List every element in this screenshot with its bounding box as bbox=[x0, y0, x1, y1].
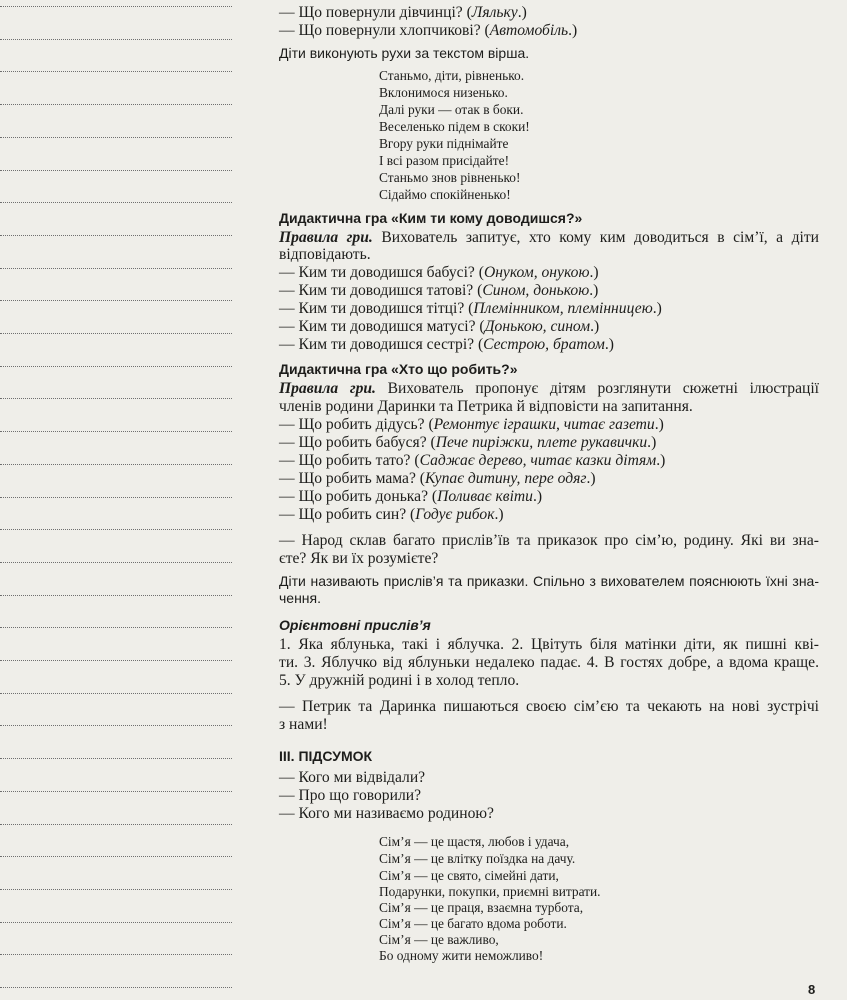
rules-text: Правила гри. Вихователь пропонує дітям розглянути сюжетні ілюстрації bbox=[279, 380, 820, 397]
rules-text: членів родини Даринки та Петрика й відповісти на запитання. bbox=[279, 398, 693, 415]
margin-writing-line bbox=[0, 366, 232, 367]
margin-writing-line bbox=[0, 300, 232, 301]
qa-line: — Ким ти доводишся татові? (Сином, донькою.) bbox=[279, 282, 599, 299]
margin-writing-line bbox=[0, 71, 232, 72]
poem-line: Веселенько підем в скоки! bbox=[379, 119, 530, 134]
proverbs-line: 5. У дружній родині і в холод тепло. bbox=[279, 672, 520, 689]
margin-writing-line bbox=[0, 497, 232, 498]
summary-question: — Про що говорили? bbox=[279, 787, 421, 804]
poem-line: Станьмо, діти, рівненько. bbox=[379, 68, 525, 83]
qa-line: — Ким ти доводишся тітці? (Племінником, племінницею.) bbox=[279, 300, 662, 317]
margin-writing-line bbox=[0, 987, 232, 988]
poem-line: Сім’я — це важливо, bbox=[379, 932, 499, 947]
margin-writing-line bbox=[0, 39, 232, 40]
page-number: 8 bbox=[808, 982, 816, 997]
poem-line: Сім’я — це праця, взаємна турбота, bbox=[379, 900, 584, 915]
margin-writing-line bbox=[0, 137, 232, 138]
paragraph-line: з нами! bbox=[279, 716, 328, 733]
instruction-text: Діти називають прислів’я та приказки. Спільно з вихователем пояснюють їхні зна- bbox=[279, 573, 819, 589]
game-title: Дидактична гра «Хто що робить?» bbox=[279, 361, 518, 377]
margin-writing-line bbox=[0, 562, 232, 563]
qa-line: — Ким ти доводишся бабусі? (Онуком, онукою.) bbox=[279, 264, 599, 281]
paragraph-line: — Петрик та Даринка пишаються своєю сім’єю та чекають на нові зустрічі bbox=[279, 698, 819, 715]
margin-writing-line bbox=[0, 595, 232, 596]
qa-line: — Що робить син? (Годує рибок.) bbox=[279, 506, 504, 523]
instruction-text: Діти виконують рухи за текстом вірша. bbox=[279, 45, 530, 61]
rules-text: відповідають. bbox=[279, 246, 371, 263]
qa-line: — Що робить дідусь? (Ремонтує іграшки, читає газети.) bbox=[279, 416, 664, 433]
margin-writing-line bbox=[0, 202, 232, 203]
paragraph-line: — Народ склав багато прислів’їв та приказок про сім’ю, родину. Які ви зна- bbox=[279, 532, 819, 549]
poem-line: Вклонимося низенько. bbox=[379, 85, 508, 100]
poem-line: Сім’я — це свято, сімейні дати, bbox=[379, 868, 559, 883]
margin-writing-line bbox=[0, 660, 232, 661]
poem-line: Вгору руки піднімайте bbox=[379, 136, 509, 151]
qa-line: — Що робить мама? (Купає дитину, пере одяг.) bbox=[279, 470, 596, 487]
qa-line: — Що повернули дівчинці? (Ляльку.) bbox=[279, 4, 527, 21]
poem-line: Сім’я — це щастя, любов і удача, bbox=[379, 834, 570, 849]
margin-writing-line bbox=[0, 170, 232, 171]
margin-writing-line bbox=[0, 693, 232, 694]
poem-line: Бо одному жити неможливо! bbox=[379, 948, 544, 963]
margin-writing-line bbox=[0, 627, 232, 628]
proverbs-line: 1. Яка яблунька, такі і яблучка. 2. Цвітуть біля матінки діти, як пишні кві- bbox=[279, 636, 819, 653]
margin-writing-line bbox=[0, 529, 232, 530]
margin-writing-line bbox=[0, 758, 232, 759]
summary-question: — Кого ми називаємо родиною? bbox=[279, 805, 494, 822]
game-title: Дидактична гра «Ким ти кому доводишся?» bbox=[279, 210, 583, 226]
poem-line: Станьмо знов рівненько! bbox=[379, 170, 521, 185]
section-heading: ІІІ. ПІДСУМОК bbox=[279, 748, 373, 764]
poem-line: І всі разом присідайте! bbox=[379, 153, 510, 168]
margin-writing-line bbox=[0, 235, 232, 236]
poem-line: Подарунки, покупки, приємні витрати. bbox=[379, 884, 601, 899]
margin-writing-line bbox=[0, 889, 232, 890]
margin-writing-line bbox=[0, 856, 232, 857]
poem-line: Сідаймо спокійненько! bbox=[379, 187, 511, 202]
qa-line: — Ким ти доводишся сестрі? (Сестрою, братом.) bbox=[279, 336, 614, 353]
margin-writing-line bbox=[0, 398, 232, 399]
instruction-text: чення. bbox=[279, 590, 322, 606]
poem-line: Далі руки — отак в боки. bbox=[379, 102, 524, 117]
margin-writing-line bbox=[0, 725, 232, 726]
qa-line: — Що робить тато? (Саджає дерево, читає казки дітям.) bbox=[279, 452, 666, 469]
margin-writing-line bbox=[0, 333, 232, 334]
notes-margin bbox=[0, 0, 232, 1000]
margin-writing-line bbox=[0, 431, 232, 432]
summary-question: — Кого ми відвідали? bbox=[279, 769, 426, 786]
margin-writing-line bbox=[0, 922, 232, 923]
margin-writing-line bbox=[0, 791, 232, 792]
poem-line: Сім’я — це влітку поїздка на дачу. bbox=[379, 851, 576, 866]
margin-writing-line bbox=[0, 954, 232, 955]
proverbs-line: ти. 3. Яблучко від яблуньки недалеко падає. 4. В гостях добре, а вдома краще. bbox=[279, 654, 819, 671]
margin-writing-line bbox=[0, 824, 232, 825]
margin-writing-line bbox=[0, 104, 232, 105]
paragraph-line: єте? Як ви їх розумієте? bbox=[279, 550, 439, 567]
margin-writing-line bbox=[0, 6, 232, 7]
rules-text: Правила гри. Вихователь запитує, хто кому ким доводиться в сім’ї, а діти bbox=[279, 229, 820, 246]
poem-line: Сім’я — це багато вдома роботи. bbox=[379, 916, 567, 931]
qa-line: — Що робить бабуся? (Пече пиріжки, плете рукавички.) bbox=[279, 434, 657, 451]
qa-line: — Що повернули хлопчикові? (Автомобіль.) bbox=[279, 22, 578, 39]
margin-writing-line bbox=[0, 268, 232, 269]
qa-line: — Що робить донька? (Поливає квіти.) bbox=[279, 488, 543, 505]
qa-line: — Ким ти доводишся матусі? (Донькою, сином.) bbox=[279, 318, 600, 335]
margin-writing-line bbox=[0, 464, 232, 465]
proverbs-title: Орієнтовні прислів’я bbox=[279, 617, 431, 633]
